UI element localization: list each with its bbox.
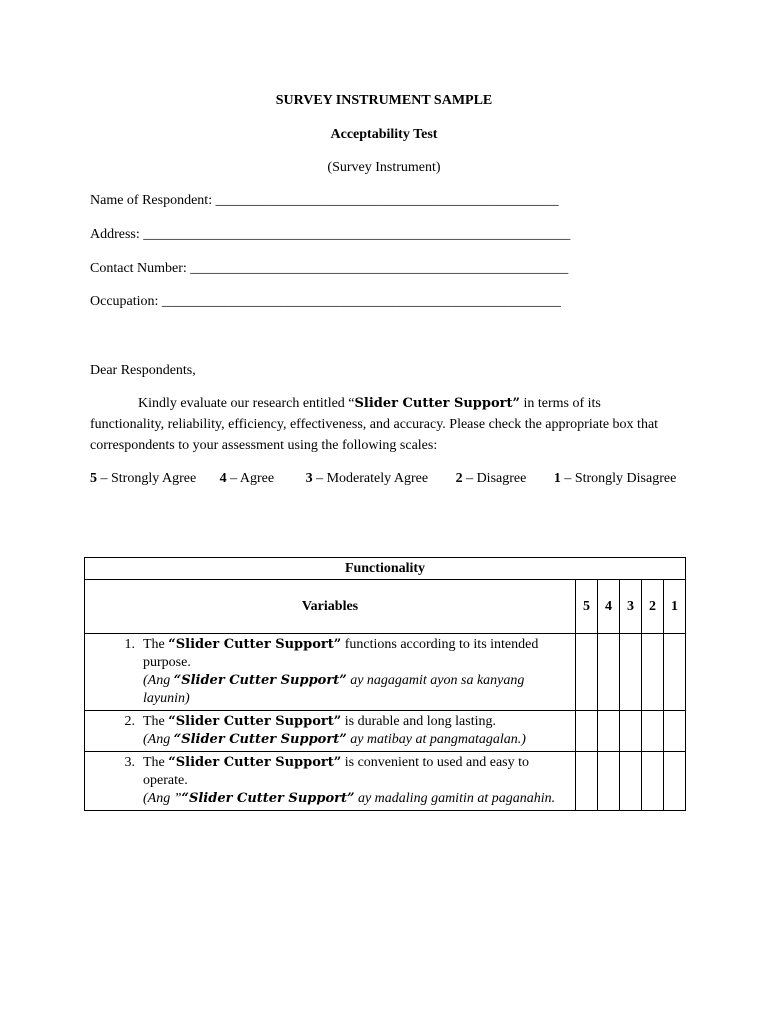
variable-cell <box>85 711 576 752</box>
rating-checkbox-4[interactable] <box>598 634 620 711</box>
rating-checkbox-5[interactable] <box>576 634 598 711</box>
item-number: 1. <box>124 637 135 652</box>
scale-item: 5 – Strongly Agree <box>90 471 197 486</box>
intro-text-start: Kindly evaluate our research entitled “ <box>138 396 355 411</box>
rating-checkbox-1[interactable] <box>664 634 686 711</box>
research-title: Slider Cutter Support” <box>354 396 520 411</box>
name-field[interactable]: Name of Respondent: _________________________________________________ <box>90 193 559 208</box>
variable-cell <box>85 752 576 811</box>
column-header-2: 2 <box>642 580 664 634</box>
item-text: The “Slider Cutter Support” functions according to its intended purpose. (Ang “Slider Cutter Support” ay nagagamit ayon sa kanyang layunin) <box>143 637 539 706</box>
rating-scale <box>90 468 680 489</box>
item-number: 2. <box>124 714 135 729</box>
contact-number-field[interactable]: Contact Number: ______________________________________________________ <box>90 261 569 276</box>
document-title: SURVEY INSTRUMENT SAMPLE <box>275 93 493 108</box>
intro-text-end: in terms of its functionality, reliability, efficiency, effectiveness, and accuracy. Please check the appropriate box that correspondents to your assessment using the following scales: <box>90 396 659 453</box>
column-header-4: 4 <box>598 580 620 634</box>
rating-checkbox-3[interactable] <box>620 711 642 752</box>
rating-checkbox-4[interactable] <box>598 752 620 811</box>
document-subtitle: Acceptability Test <box>330 127 438 142</box>
rating-checkbox-5[interactable] <box>576 711 598 752</box>
intro-paragraph <box>90 393 670 456</box>
table-row <box>85 634 686 711</box>
column-header-3: 3 <box>620 580 642 634</box>
scale-item: 4 – Agree <box>219 471 275 486</box>
rating-checkbox-1[interactable] <box>664 711 686 752</box>
address-field[interactable]: Address: _____________________________________________________________ <box>90 227 571 242</box>
rating-checkbox-2[interactable] <box>642 752 664 811</box>
rating-checkbox-3[interactable] <box>620 752 642 811</box>
variable-cell <box>85 634 576 711</box>
table-row <box>85 711 686 752</box>
rating-checkbox-2[interactable] <box>642 711 664 752</box>
column-header-1: 1 <box>664 580 686 634</box>
section-header: Functionality <box>85 558 686 580</box>
table-row <box>85 752 686 811</box>
variables-header: Variables <box>85 580 576 634</box>
greeting: Dear Respondents, <box>90 363 196 378</box>
item-text: The “Slider Cutter Support” is convenient to used and easy to operate. (Ang ”“Slider Cutter Support” ay madaling gamitin at paganahin. <box>143 755 556 806</box>
scale-item: 3 – Moderately Agree <box>305 471 429 486</box>
occupation-field[interactable]: Occupation: _________________________________________________________ <box>90 294 561 309</box>
scale-item: 2 – Disagree <box>455 471 527 486</box>
functionality-table <box>84 557 686 811</box>
item-text: The “Slider Cutter Support” is durable and long lasting. (Ang “Slider Cutter Support” ay matibay at pangmatagalan.) <box>143 714 526 747</box>
rating-checkbox-1[interactable] <box>664 752 686 811</box>
document-subsubtitle: (Survey Instrument) <box>327 160 441 175</box>
rating-checkbox-4[interactable] <box>598 711 620 752</box>
column-header-5: 5 <box>576 580 598 634</box>
rating-checkbox-3[interactable] <box>620 634 642 711</box>
item-number: 3. <box>124 755 135 770</box>
rating-checkbox-2[interactable] <box>642 634 664 711</box>
rating-checkbox-5[interactable] <box>576 752 598 811</box>
scale-item: 1 – Strongly Disagree <box>553 471 677 486</box>
